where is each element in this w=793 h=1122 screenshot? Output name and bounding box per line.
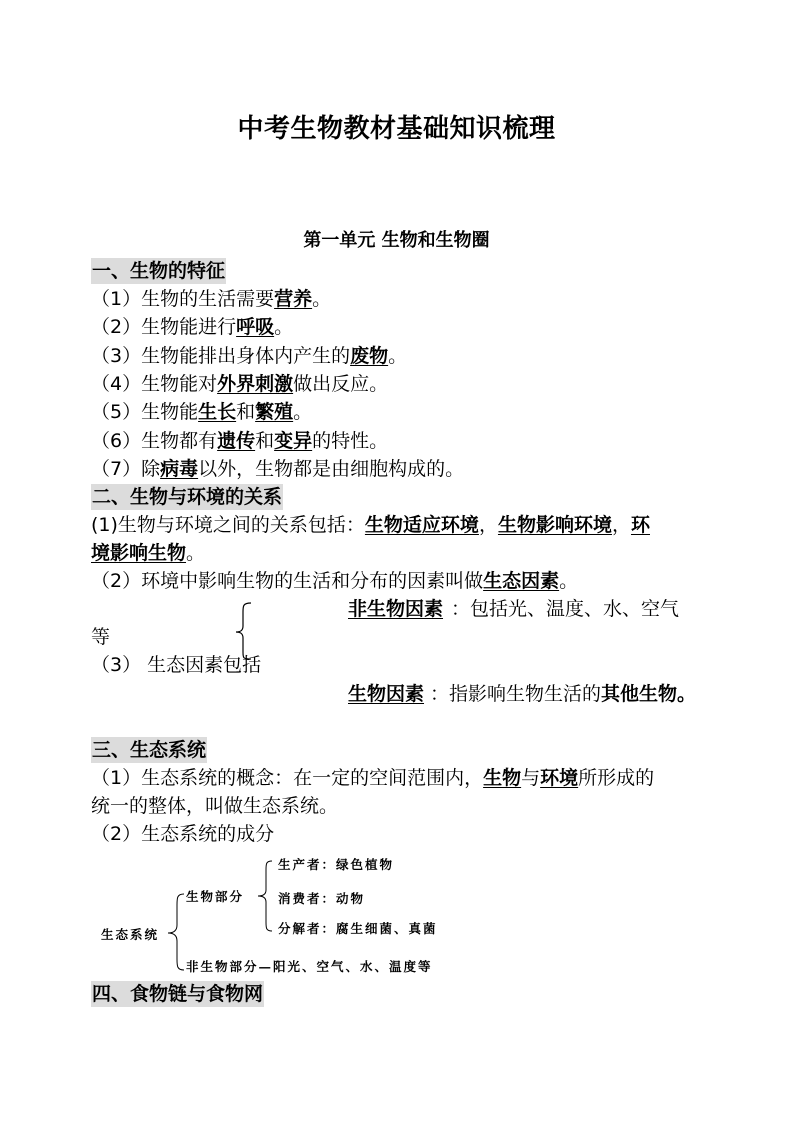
relation-text: (1)生物与环境之间的关系包括： [91, 514, 365, 536]
period: 。 [186, 542, 206, 564]
section-heading-ecosystem: 三、生态系统 [92, 739, 207, 761]
item-text: （2）生物能进行 [91, 316, 237, 339]
characteristic-item [91, 455, 464, 483]
item-text: （5）生物能 [91, 401, 199, 424]
item-keyword-2: 变异 [274, 429, 313, 452]
relation-line [91, 511, 650, 539]
section-heading-characteristics: 一、生物的特征 [92, 260, 226, 282]
ecofactor-line [91, 567, 578, 595]
item-keyword: 外界刺激 [217, 372, 294, 395]
item-text: （3）生物能排出身体内产生的 [91, 344, 351, 367]
item-keyword: 生长 [198, 401, 237, 424]
item-joiner: 和 [255, 429, 275, 452]
unit-title: 第一单元 生物和生物圈 [303, 230, 490, 251]
definition-text: （1）生态系统的概念：在一定的空间范围内， [91, 767, 484, 789]
keyword-environment: 环境 [540, 767, 579, 789]
separator: ， [611, 514, 631, 536]
keyword-abiotic: 非生物因素 [348, 598, 444, 620]
item-text: （7）除 [91, 457, 161, 480]
item-joiner: 和 [236, 401, 256, 424]
characteristic-item [91, 285, 331, 313]
keyword-biotic: 生物因素 [348, 683, 425, 705]
item-keyword: 废物 [350, 344, 389, 367]
characteristic-item [91, 398, 312, 426]
relation-line-cont [91, 539, 205, 567]
section-heading-environment: 二、生物与环境的关系 [92, 486, 283, 508]
diagram-consumer: 消费者：动物 [278, 891, 366, 906]
separator: ， [478, 514, 498, 536]
item-keyword: 呼吸 [236, 316, 275, 339]
item-tail: 做出反应。 [293, 372, 389, 395]
keyword-ecofactor: 生态因素 [483, 570, 560, 592]
keyword-affect: 生物影响环境 [497, 514, 612, 536]
diagram-producer: 生产者：绿色植物 [278, 857, 395, 872]
definition-and: 与 [521, 767, 541, 789]
item-tail: 以外，生物都是由细胞构成的。 [198, 457, 465, 480]
item-tail: 。 [388, 344, 408, 367]
definition-tail: 所形成的 [578, 767, 655, 789]
section-heading-food-chain: 四、食物链与食物网 [92, 983, 264, 1005]
keyword-env-affect-part2: 境影响生物 [91, 542, 187, 564]
item-tail: 。 [293, 401, 313, 424]
ecosystem-definition-cont: 统一的整体，叫做生态系统。 [91, 795, 339, 817]
item-keyword-2: 繁殖 [255, 401, 294, 424]
item-tail: 。 [312, 288, 332, 310]
keyword-env-affect-part1: 环 [630, 514, 650, 536]
item-text: （6）生物都有 [91, 429, 218, 452]
diagram-abiotic-part: 非生物部分—阳光、空气、水、温度等 [186, 959, 433, 974]
abiotic-desc: ：包括光、温度、水、空气 [451, 598, 680, 620]
keyword-other-organisms: 其他生物 [601, 683, 678, 705]
item-text: （4）生物能对 [91, 372, 218, 395]
diagram-biotic-part: 生物部分 [186, 889, 245, 904]
characteristic-item [91, 427, 388, 455]
diagram-decomposer: 分解者：腐生细菌、真菌 [278, 921, 438, 936]
item-tail: 。 [274, 316, 294, 339]
characteristic-item [91, 313, 293, 341]
abiotic-factor-line [348, 595, 679, 623]
ecofactor-text: （2）环境中影响生物的生活和分布的因素叫做 [91, 570, 484, 592]
period: 。 [559, 570, 579, 592]
period: 。 [677, 683, 697, 705]
keyword-organism: 生物 [483, 767, 522, 789]
characteristic-item [91, 370, 388, 398]
item-keyword: 营养 [274, 288, 313, 310]
item-keyword: 遗传 [217, 429, 256, 452]
diagram-biotic-brace [256, 860, 274, 932]
document-title: 中考生物教材基础知识梳理 [237, 114, 556, 144]
diagram-root: 生态系统 [101, 927, 160, 942]
biotic-factor-line [348, 680, 696, 708]
characteristic-item [91, 342, 407, 370]
factor-include-line: （3） 生态因素包括 [91, 654, 262, 676]
item-tail: 的特性。 [312, 429, 389, 452]
ecosystem-components-line: （2）生态系统的成分 [91, 823, 275, 845]
abiotic-cont: 等 [91, 626, 111, 648]
item-text: （1）生物的生活需要 [91, 288, 275, 310]
keyword-adapt: 生物适应环境 [364, 514, 479, 536]
biotic-desc: ：指影响生物生活的 [430, 683, 602, 705]
diagram-root-brace [166, 893, 186, 971]
ecosystem-definition [91, 764, 654, 792]
item-keyword: 病毒 [160, 457, 199, 480]
